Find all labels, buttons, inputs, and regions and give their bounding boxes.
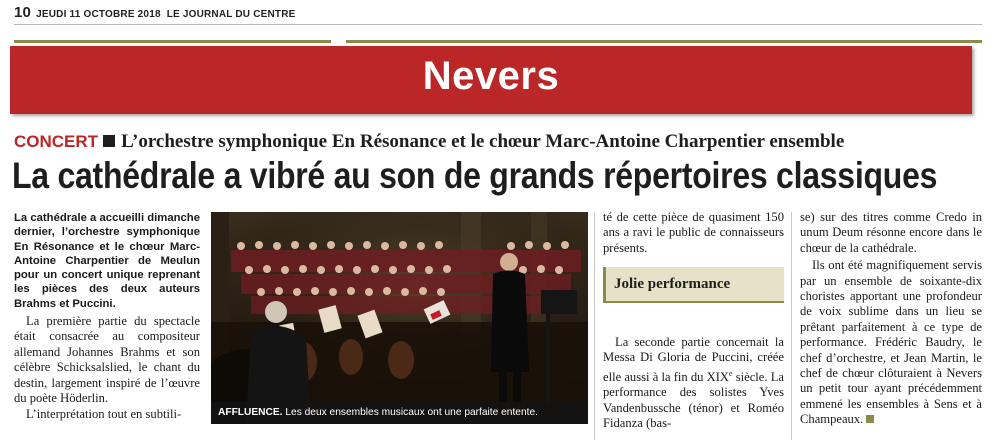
folio-date: JEUDI 11 OCTOBRE 2018 (36, 9, 161, 20)
column-rule (791, 212, 792, 440)
col3-paragraph-1: té de cette pièce de quasiment 150 ans a ravi le public de connaisseurs présents. (603, 210, 784, 255)
col3-paragraph-2 (603, 335, 784, 432)
col1-paragraph-2: L’interprétation tout en subtili- (26, 406, 182, 421)
top-rule (14, 24, 982, 25)
photo-caption (211, 402, 588, 424)
article-headline: La cathédrale a vibré au son de grands répertoires classiques (12, 155, 938, 196)
article-category: CONCERT (14, 132, 99, 151)
col4-paragraph-2 (800, 258, 982, 427)
page-number: 10 (14, 4, 32, 21)
article-chapo: La cathédrale a accueilli dimanche dernier, l’orchestre symphonique En Résonance et le chœur Marc-Antoine Charpentier de Meulun pour un concert unique reprenant les pièces des deux auteurs Brahms et Puccini. (14, 212, 200, 310)
page-folio (14, 4, 296, 21)
column-3 (603, 210, 784, 256)
cathedral-concert-image (211, 212, 588, 424)
section-banner (10, 46, 972, 114)
caption-text: Les deux ensembles musicaux ont une parfaite entente. (282, 407, 538, 418)
concert-photo (211, 212, 588, 424)
column-1 (14, 211, 200, 422)
accent-rule-left (14, 40, 331, 43)
square-bullet-icon (103, 135, 115, 147)
col4-paragraph-1: se) sur des titres comme Credo in unum Deum résonne encore dans le chœur de la cathédrale. (800, 210, 982, 255)
folio-newspaper: LE JOURNAL DU CENTRE (166, 9, 296, 20)
article-kicker (14, 131, 844, 153)
section-title: Nevers (422, 54, 560, 98)
accent-rule-right (346, 40, 982, 43)
intertitle: Jolie performance (614, 276, 731, 292)
col1-paragraph-1: La première partie du spectacle était consacrée au compositeur allemand Johannes Brahms et son célèbre Schicksalslied, le chant du destin, largement inspiré de l’œuvre du poète Höderlin. (14, 314, 200, 406)
kicker-text: L’orchestre symphonique En Résonance et le chœur Marc-Antoine Charpentier ensemble (121, 131, 845, 152)
col3-text-b: siècle. La performance des solistes Yves Vandenbussche (ténor) et Roméo Fidanza (bas- (603, 370, 784, 431)
col3-text-a: La seconde partie concernait la Messa Di Gloria de Puccini, créée elle aussi à la fin du XIX (603, 335, 784, 384)
intertitle-box (603, 267, 784, 303)
column-4 (800, 210, 982, 428)
col4-text: Ils ont été magnifiquement servis par un ensemble de soixante-dix choristes apportant une profondeur de voix sublime dans un lieu se prêtant parfaitement à ce type de performance. Frédéric Baudry, le chef d’orchestre, et Jean Martin, le chef de chœur clôturaient à Nevers un petit tour ayant précédemment emmené les ensembles à Sens et à Champeaux. (800, 258, 982, 427)
end-square-icon (866, 415, 874, 423)
col3-sup: e (729, 368, 733, 378)
column-rule (594, 212, 595, 440)
caption-label: AFFLUENCE. (218, 407, 283, 418)
